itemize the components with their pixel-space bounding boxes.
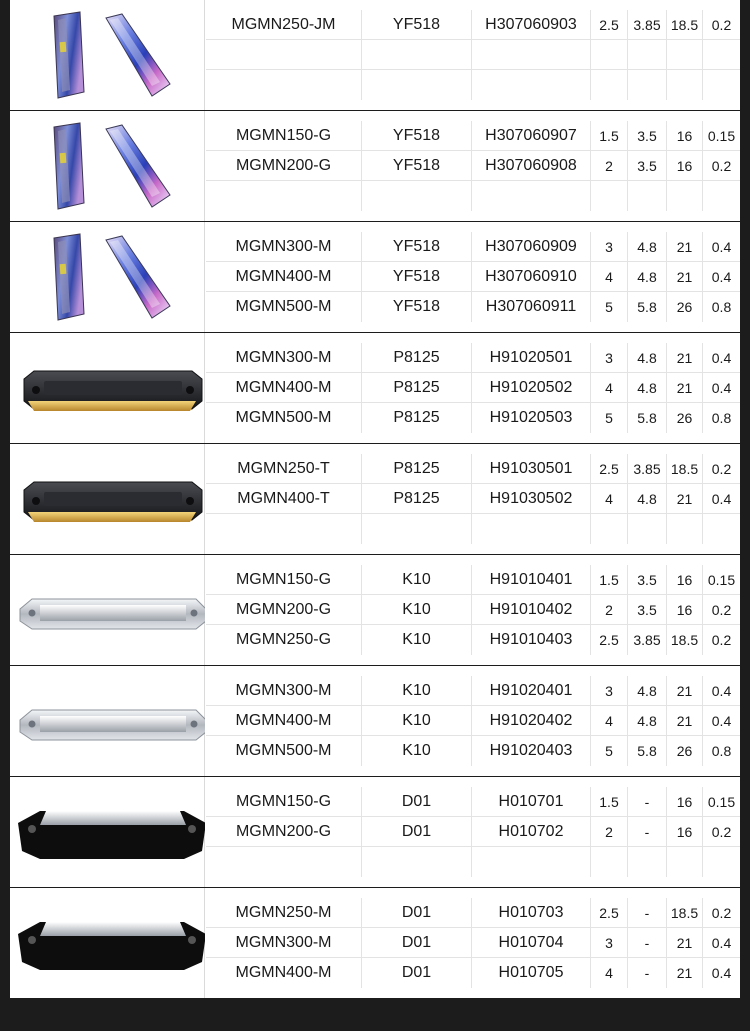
cell-w: 3: [591, 232, 628, 262]
product-image-cell: [10, 888, 205, 998]
cell-code: H91010401: [472, 565, 591, 595]
cell-model: MGMN500-M: [206, 736, 362, 766]
cell-w: 4: [591, 706, 628, 736]
cell-w: 2: [591, 595, 628, 625]
cell-code: [472, 847, 591, 877]
cell-model: MGMN500-M: [206, 403, 362, 433]
cell-w: 1.5: [591, 787, 628, 817]
cell-w: 4: [591, 262, 628, 292]
cell-grade: P8125: [362, 373, 472, 403]
cell-grade: K10: [362, 676, 472, 706]
product-group: [10, 444, 740, 554]
cell-a: 3.5: [628, 151, 667, 181]
cell-l: 21: [667, 232, 703, 262]
table-row: [206, 151, 740, 181]
cell-model: MGMN300-M: [206, 928, 362, 958]
cell-r: [703, 847, 740, 877]
cell-a: 3.85: [628, 10, 667, 40]
cell-r: 0.2: [711, 824, 732, 840]
cell-r: 0.4: [711, 935, 732, 951]
cell-w: 3: [591, 343, 628, 373]
table-row: [206, 625, 740, 655]
black-silver-insert-icon: [10, 888, 205, 998]
empty-row: [206, 70, 740, 100]
cell-model: MGMN200-G: [206, 595, 362, 625]
cell-model: MGMN400-T: [206, 484, 362, 514]
cell-a: 3.5: [628, 121, 667, 151]
empty-row: [206, 40, 740, 70]
cell-a: -: [628, 898, 667, 928]
table-row: [206, 10, 740, 40]
cell-a: [628, 847, 667, 877]
cell-a: [628, 181, 667, 211]
cell-grade: [362, 70, 472, 100]
cell-a: -: [628, 787, 667, 817]
empty-row: [206, 847, 740, 877]
cell-w: 1.5: [591, 565, 628, 595]
black-silver-insert-icon: [10, 777, 205, 887]
cell-l: 16: [667, 817, 703, 847]
cell-grade: K10: [362, 625, 472, 655]
table-row: [206, 817, 740, 847]
black-gold-insert-icon: [10, 333, 205, 443]
cell-code: [472, 514, 591, 544]
cell-l: 21: [667, 676, 703, 706]
product-image-cell: [10, 0, 205, 110]
cell-code: H307060911: [472, 292, 591, 322]
product-group: [10, 333, 740, 443]
cell-w: 2: [591, 151, 628, 181]
cell-grade: P8125: [362, 454, 472, 484]
cell-l: [667, 514, 703, 544]
cell-code: H307060908: [472, 151, 591, 181]
cell-l: 16: [667, 787, 703, 817]
cell-w: 5: [591, 736, 628, 766]
cell-r: 0.15: [707, 128, 736, 144]
cell-a: [628, 514, 667, 544]
cell-r: 0.4: [711, 965, 732, 981]
table-row: [206, 958, 740, 988]
black-gold-insert-icon: [10, 444, 205, 554]
cell-model: MGMN250-G: [206, 625, 362, 655]
table-row: [206, 403, 740, 433]
cell-r: 0.4: [711, 491, 732, 507]
cell-l: [667, 40, 703, 70]
cell-r: 0.4: [711, 380, 732, 396]
cell-grade: D01: [362, 928, 472, 958]
cell-grade: D01: [362, 787, 472, 817]
cell-code: H91020502: [472, 373, 591, 403]
cell-grade: YF518: [362, 151, 472, 181]
cell-r: 0.8: [711, 410, 732, 426]
cell-model: MGMN250-JM: [206, 10, 362, 40]
cell-a: 3.85: [628, 625, 667, 655]
coated-insert-iridescent-icon: [10, 222, 205, 332]
cell-model: MGMN400-M: [206, 706, 362, 736]
table-row: [206, 736, 740, 766]
cell-code: H91030502: [472, 484, 591, 514]
cell-a: 4.8: [628, 676, 667, 706]
cell-r: 0.4: [711, 713, 732, 729]
cell-model: MGMN200-G: [206, 817, 362, 847]
product-group: [10, 555, 740, 665]
table-row: [206, 373, 740, 403]
product-image-cell: [10, 111, 205, 221]
cell-r: [703, 181, 740, 211]
cell-w: [591, 40, 628, 70]
empty-row: [206, 514, 740, 544]
cell-grade: K10: [362, 736, 472, 766]
product-image-cell: [10, 777, 205, 887]
cell-grade: P8125: [362, 343, 472, 373]
table-row: [206, 343, 740, 373]
cell-l: 16: [667, 595, 703, 625]
cell-r: 0.4: [711, 239, 732, 255]
cell-model: MGMN500-M: [206, 292, 362, 322]
cell-model: MGMN300-M: [206, 232, 362, 262]
cell-code: H010705: [472, 958, 591, 988]
cell-model: MGMN400-M: [206, 958, 362, 988]
cell-model: [206, 847, 362, 877]
cell-l: 26: [667, 403, 703, 433]
table-row: [206, 787, 740, 817]
cell-model: MGMN400-M: [206, 262, 362, 292]
cell-grade: K10: [362, 706, 472, 736]
cell-l: 21: [667, 262, 703, 292]
cell-code: H010704: [472, 928, 591, 958]
cell-code: H91030501: [472, 454, 591, 484]
cell-r: 0.8: [711, 299, 732, 315]
cell-model: MGMN300-M: [206, 343, 362, 373]
product-image-cell: [10, 222, 205, 332]
cell-w: 4: [591, 484, 628, 514]
cell-model: MGMN250-M: [206, 898, 362, 928]
product-image-cell: [10, 666, 205, 776]
cell-w: 5: [591, 292, 628, 322]
cell-code: H010702: [472, 817, 591, 847]
cell-model: [206, 514, 362, 544]
cell-grade: D01: [362, 958, 472, 988]
cell-grade: [362, 181, 472, 211]
cell-grade: K10: [362, 565, 472, 595]
table-row: [206, 121, 740, 151]
cell-w: 4: [591, 373, 628, 403]
cell-a: -: [628, 958, 667, 988]
cell-r: 0.4: [711, 269, 732, 285]
product-image-cell: [10, 333, 205, 443]
cell-a: 5.8: [628, 403, 667, 433]
cell-grade: YF518: [362, 292, 472, 322]
cell-l: 21: [667, 958, 703, 988]
cell-l: [667, 181, 703, 211]
cell-grade: [362, 514, 472, 544]
cell-code: H010701: [472, 787, 591, 817]
cell-r: 0.2: [711, 17, 732, 33]
table-row: [206, 262, 740, 292]
cell-grade: K10: [362, 595, 472, 625]
empty-row: [206, 181, 740, 211]
cell-grade: YF518: [362, 121, 472, 151]
cell-code: H91020402: [472, 706, 591, 736]
product-group: [10, 222, 740, 332]
cell-r: 0.15: [707, 794, 736, 810]
table-row: [206, 898, 740, 928]
cell-w: [591, 70, 628, 100]
cell-grade: [362, 40, 472, 70]
cell-w: 2.5: [591, 10, 628, 40]
cell-a: 3.5: [628, 565, 667, 595]
cell-r: [703, 70, 740, 100]
cell-l: 26: [667, 292, 703, 322]
coated-insert-iridescent-icon: [10, 111, 205, 221]
cell-r: 0.4: [711, 350, 732, 366]
cell-r: [703, 514, 740, 544]
table-row: [206, 292, 740, 322]
cell-l: [667, 70, 703, 100]
cell-model: [206, 181, 362, 211]
cell-model: [206, 70, 362, 100]
table-row: [206, 676, 740, 706]
cell-code: H91020403: [472, 736, 591, 766]
silver-insert-icon: [10, 666, 205, 776]
product-group: [10, 888, 740, 998]
cell-grade: YF518: [362, 10, 472, 40]
cell-a: 4.8: [628, 262, 667, 292]
cell-w: [591, 847, 628, 877]
cell-a: 4.8: [628, 484, 667, 514]
product-group: [10, 777, 740, 887]
cell-a: 5.8: [628, 736, 667, 766]
cell-l: 26: [667, 736, 703, 766]
product-image-cell: [10, 555, 205, 665]
cell-code: H307060910: [472, 262, 591, 292]
cell-w: 1.5: [591, 121, 628, 151]
cell-l: 21: [667, 484, 703, 514]
cell-l: 16: [667, 565, 703, 595]
cell-model: MGMN200-G: [206, 151, 362, 181]
cell-r: 0.15: [707, 572, 736, 588]
table-row: [206, 565, 740, 595]
cell-model: MGMN400-M: [206, 373, 362, 403]
cell-l: 18.5: [667, 454, 703, 484]
cell-l: 16: [667, 151, 703, 181]
cell-l: 18.5: [667, 10, 703, 40]
cell-a: 5.8: [628, 292, 667, 322]
table-row: [206, 595, 740, 625]
cell-w: 5: [591, 403, 628, 433]
cell-a: [628, 70, 667, 100]
cell-model: MGMN250-T: [206, 454, 362, 484]
cell-a: -: [628, 928, 667, 958]
cell-w: [591, 181, 628, 211]
cell-w: 2.5: [591, 454, 628, 484]
cell-l: 16: [667, 121, 703, 151]
cell-l: [667, 847, 703, 877]
cell-code: H91010403: [472, 625, 591, 655]
cell-code: [472, 70, 591, 100]
cell-w: 2.5: [591, 625, 628, 655]
cell-grade: YF518: [362, 232, 472, 262]
cell-code: [472, 40, 591, 70]
cell-code: H91020503: [472, 403, 591, 433]
cell-model: MGMN300-M: [206, 676, 362, 706]
cell-w: 2.5: [591, 898, 628, 928]
cell-code: H91020501: [472, 343, 591, 373]
cell-a: [628, 40, 667, 70]
cell-l: 18.5: [667, 898, 703, 928]
cell-grade: D01: [362, 898, 472, 928]
cell-a: 4.8: [628, 706, 667, 736]
cell-code: H010703: [472, 898, 591, 928]
table-row: [206, 928, 740, 958]
cell-a: -: [628, 817, 667, 847]
cell-model: [206, 40, 362, 70]
table-row: [206, 706, 740, 736]
cell-code: H307060903: [472, 10, 591, 40]
table-row: [206, 484, 740, 514]
cell-model: MGMN150-G: [206, 565, 362, 595]
cell-a: 4.8: [628, 232, 667, 262]
cell-model: MGMN150-G: [206, 787, 362, 817]
cell-r: 0.2: [711, 905, 732, 921]
cell-code: H307060909: [472, 232, 591, 262]
product-group: [10, 0, 740, 110]
product-group: [10, 666, 740, 776]
cell-w: 2: [591, 817, 628, 847]
cell-code: H91010402: [472, 595, 591, 625]
coated-insert-iridescent-icon: [10, 0, 205, 110]
cell-l: 18.5: [667, 625, 703, 655]
table-row: [206, 454, 740, 484]
cell-r: 0.2: [711, 632, 732, 648]
cell-w: 3: [591, 928, 628, 958]
cell-code: [472, 181, 591, 211]
cell-grade: [362, 847, 472, 877]
cell-r: 0.2: [711, 602, 732, 618]
table-row: [206, 232, 740, 262]
cell-l: 21: [667, 373, 703, 403]
silver-insert-icon: [10, 555, 205, 665]
cell-grade: YF518: [362, 262, 472, 292]
product-image-cell: [10, 444, 205, 554]
cell-code: H91020401: [472, 676, 591, 706]
cell-a: 4.8: [628, 343, 667, 373]
cell-grade: P8125: [362, 484, 472, 514]
cell-a: 3.5: [628, 595, 667, 625]
cell-r: 0.8: [711, 743, 732, 759]
cell-r: 0.4: [711, 683, 732, 699]
cell-a: 3.85: [628, 454, 667, 484]
cell-l: 21: [667, 343, 703, 373]
cell-a: 4.8: [628, 373, 667, 403]
cell-w: [591, 514, 628, 544]
cell-w: 4: [591, 958, 628, 988]
cell-grade: P8125: [362, 403, 472, 433]
cell-r: 0.2: [711, 461, 732, 477]
cell-w: 3: [591, 676, 628, 706]
cell-r: [703, 40, 740, 70]
cell-grade: D01: [362, 817, 472, 847]
cell-code: H307060907: [472, 121, 591, 151]
cell-model: MGMN150-G: [206, 121, 362, 151]
cell-l: 21: [667, 706, 703, 736]
product-group: [10, 111, 740, 221]
cell-r: 0.2: [711, 158, 732, 174]
cell-l: 21: [667, 928, 703, 958]
